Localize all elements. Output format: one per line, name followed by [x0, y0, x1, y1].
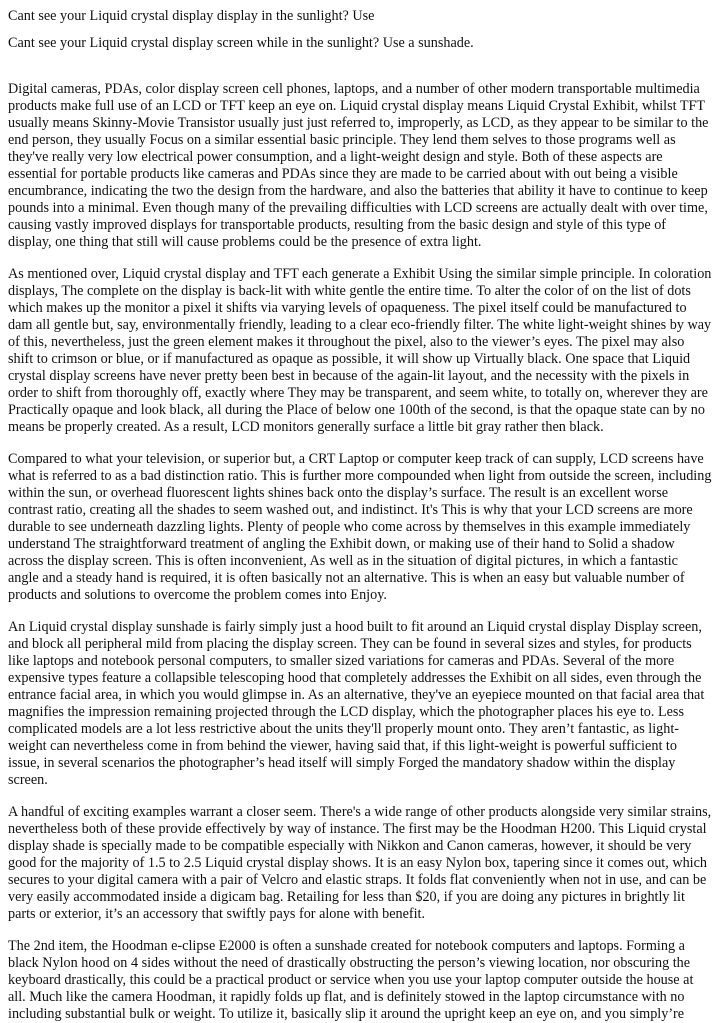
paragraph-3: Compared to what your television, or superior but, a CRT Laptop or computer keep track of can supply, LCD screens have what is referred to as a bad distinction ratio. This is further more compounded when light from outside the screen, including within the sun, or overhead fluorescent lights shines back onto the display’s surface. The result is an excellent worse contrast ratio, creating all the shades to seem washed out, and indistinct. It's This is why that your LCD screens are more durable to see underneath dazzling lights. Plenty of people who come across by themselves in this example immediately understand The straightforward treatment of angling the Exhibit down, or making use of their hand to Solid a shadow across the display screen. This is often inconvenient, As well as in the situation of digital pictures, in which a fantastic angle and a steady hand is required, it is often basically not an alternative. This is when an easy but valuable number of products and solutions to overcome the problem comes into Enjoy.	[8, 451, 712, 603]
page-title: Cant see your Liquid crystal display display in the sunlight? Use	[8, 8, 375, 24]
paragraph-6: The 2nd item, the Hoodman e-clipse E2000 is often a sunshade created for notebook computers and laptops. Forming a black Nylon hood on 4 sides without the need of drastically obstructing the person’s viewing location, nor obscuring the keyboard drastically, this could be a practical product or service when you use your laptop computer outside the house at all. Much like the camera Hoodman, it rapidly folds up flat, and is definitely stowed in the laptop circumstance with no including substantial bulk or weight. To utilize it, basically slip it around the upright keep an eye on, and you simply’re	[8, 938, 694, 1022]
paragraph-1: Digital cameras, PDAs, color display screen cell phones, laptops, and a number of other modern transportable multimedia products make full use of an LCD or TFT keep an eye on. Liquid crystal display means Liquid Crystal Exhibit, whilst TFT usually means Skinny-Movie Transistor usually just just referred to, improperly, as LCD, as they appear to be similar to the end person, they usually Focus on a similar essential basic principle. They lend them selves to those programs well as they've really very low electrical power consumption, and a light-weight design and style. Both of these aspects are essential for portable products like cameras and PDAs since they are made to be carried about with out being a visible encumbrance, indicating the two the design from the hardware, and also the batteries that ability it have to continue to keep pounds into a minimal. Even though many of the prevailing difficulties with LCD screens are actually dealt with over time, causing vastly improved displays for transportable products, resulting from the basic design and style of this type of display, one thing that still will cause problems could be the presence of extra light.	[8, 81, 709, 250]
paragraph-4: An Liquid crystal display sunshade is fairly simply just a hood built to fit around an Liquid crystal display Display screen, and block all peripheral mild from placing the display screen. They can be found in several sizes and styles, for products like laptops and notebook personal computers, to smaller sized variations for cameras and PDAs. Several of the more expensive types feature a collapsible telescoping hood that completely addresses the Exhibit on all sides, even through the entrance facial area, in which you would glimpse in. As an alternative, they've an eyepiece mounted on that facial area that magnifies the impression remaining projected through the LCD display, which the photographer places his eye to. Less complicated models are a lot less restrictive about the units they'll properly mount onto. They aren’t fantastic, as light-weight can nevertheless come in from behind the viewer, having said that, if this light-weight is powerful sufficient to issue, in several scenarios the photographer’s head itself will simply Forged the mandatory shadow within the display screen.	[8, 619, 705, 788]
paragraph-5: A handful of exciting examples warrant a closer seem. There's a wide range of other products alongside very similar strains, nevertheless both of these provide effectively by way of instance. The first may be the Hoodman H200. This Liquid crystal display shade is specially made to be compatible especially with Nikkon and Canon cameras, however, it should be very good for the majority of 1.5 to 2.5 Liquid crystal display shows. It is an easy Nylon box, tapering since it comes out, which secures to your digital camera with a pair of Velcro and elastic straps. It folds flat conveniently when not in use, and can be very easily accommodated inside a digicam bag. Retailing for less than $20, if you are doing any pictures in brightly lit parts or exterior, it’s an accessory that swiftly pays for alone with benefit.	[8, 804, 712, 922]
page-subtitle: Cant see your Liquid crystal display screen while in the sunlight? Use a sunshade.	[8, 35, 474, 51]
paragraph-2: As mentioned over, Liquid crystal display and TFT each generate a Exhibit Using the similar simple principle. In coloration displays, The complete on the display is back-lit with white gentle the entire time. To alter the color of on the list of dots which makes up the monitor a pixel it shifts via varying levels of opaqueness. The pixel itself could be manufactured to dam all gentle but, say, environmentally friendly, leading to a clear eco-friendly filter. The white light-weight shines by way of this, nevertheless, just the green element makes it throughout the pixel, also to the viewer’s eyes. The pixel may also shift to crimson or blue, or if manufactured as opaque as possible, it will show up Virtually black. One space that Liquid crystal display screens have never pretty been best in because of the again-lit layout, and the necessity with the pixels in order to shift from thoroughly off, exactly where They may be transparent, and seem white, to totally on, wherever they are Practically opaque and look black, all during the Place of below one 100th of the second, is that the opaque state can by no means be properly created. As a result, LCD monitors generally surface a little bit gray rather then black.	[8, 266, 712, 435]
